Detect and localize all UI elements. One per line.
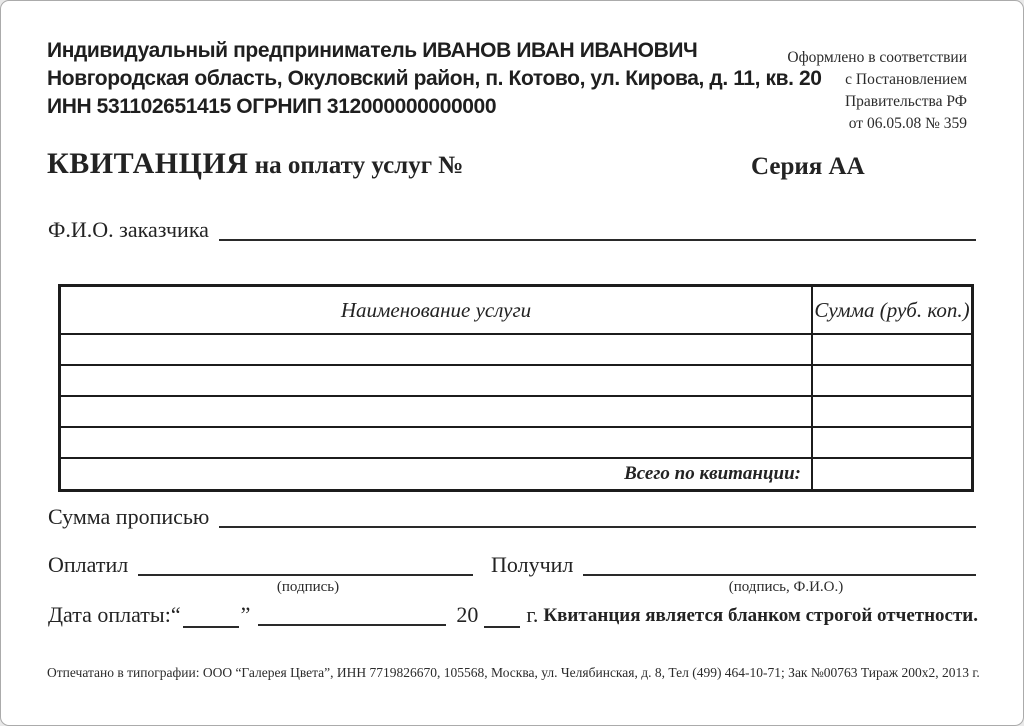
service-row-empty <box>61 428 971 459</box>
paid-label: Оплатил <box>48 552 129 577</box>
open-quote: “ <box>170 602 181 627</box>
paid-signature-blank-line <box>138 554 473 576</box>
issuer-block <box>47 37 822 121</box>
year-century: 20 <box>456 602 479 627</box>
signatures-row <box>48 552 976 596</box>
regulation-line: от 06.05.08 № 359 <box>848 115 967 132</box>
strict-accountability-note: Квитанция является бланком строгой отчетности. <box>543 605 978 626</box>
services-table-total-row <box>61 459 971 489</box>
services-table-body <box>61 335 971 459</box>
amount-in-words-row <box>48 504 976 530</box>
series-label: Серия АА <box>751 153 865 180</box>
paid-signature-caption: (подпись) <box>276 579 340 595</box>
paid-line <box>48 552 473 578</box>
customer-name-row <box>48 217 976 243</box>
received-label: Получил <box>491 552 574 577</box>
form-title-rest: на оплату услуг № <box>248 152 464 179</box>
amount-in-words-blank-line <box>219 506 976 528</box>
services-table-header <box>61 287 971 335</box>
service-sum-cell <box>811 335 971 364</box>
received-signature-blank-line <box>583 554 976 576</box>
service-row-empty <box>61 366 971 397</box>
printing-house-footer: Отпечатано в типографии: ООО “Галерея Цвета”, ИНН 7719826670, 105568, Москва, ул. Челябинская, д. 8, Тел (499) 464-10-71; Зак №00763 Тираж 200х2, 2013 г. <box>47 665 980 680</box>
payment-date-label: Дата оплаты: <box>48 602 171 627</box>
service-name-cell <box>61 397 811 426</box>
received-line <box>491 552 976 578</box>
payment-date-row <box>48 602 588 628</box>
service-name-cell <box>61 366 811 395</box>
form-title <box>47 147 463 181</box>
total-label: Всего по квитанции: <box>624 463 801 484</box>
services-table <box>58 284 974 492</box>
column-service-name: Наименование услуги <box>340 297 532 322</box>
issuer-name-line: Индивидуальный предприниматель ИВАНОВ ИВАН ИВАНОВИЧ <box>47 39 698 62</box>
form-title-word: КВИТАНЦИЯ <box>47 147 249 180</box>
amount-in-words-label: Сумма прописью <box>48 504 210 529</box>
column-sum: Сумма (руб. коп.) <box>811 287 971 333</box>
service-sum-cell <box>811 428 971 457</box>
service-sum-cell <box>811 366 971 395</box>
year-suffix: г. <box>526 602 539 627</box>
day-blank-line <box>183 606 239 628</box>
service-row-empty <box>61 397 971 428</box>
issuer-inn-ogrnip-line: ИНН 531102651415 ОГРНИП 312000000000000 <box>47 95 497 118</box>
regulation-line: Оформлено в соответствии <box>787 49 967 66</box>
regulation-note <box>787 47 967 135</box>
service-name-cell <box>61 428 811 457</box>
customer-name-blank-line <box>219 219 976 241</box>
regulation-line: с Постановлением <box>845 71 967 88</box>
service-sum-cell <box>811 397 971 426</box>
customer-name-label: Ф.И.О. заказчика <box>48 217 209 242</box>
close-quote: ” <box>240 602 251 627</box>
paid-signature-block <box>48 552 473 596</box>
received-signature-caption: (подпись, Ф.И.О.) <box>728 579 844 595</box>
month-blank-line <box>258 604 446 626</box>
service-row-empty <box>61 335 971 366</box>
total-sum-cell <box>811 459 971 489</box>
received-signature-block <box>491 552 976 596</box>
issuer-address-line: Новгородская область, Окуловский район, п. Котово, ул. Кирова, д. 11, кв. 20 <box>47 67 822 90</box>
year-blank-line <box>484 606 520 628</box>
service-name-cell <box>61 335 811 364</box>
regulation-line: Правительства РФ <box>844 93 967 110</box>
